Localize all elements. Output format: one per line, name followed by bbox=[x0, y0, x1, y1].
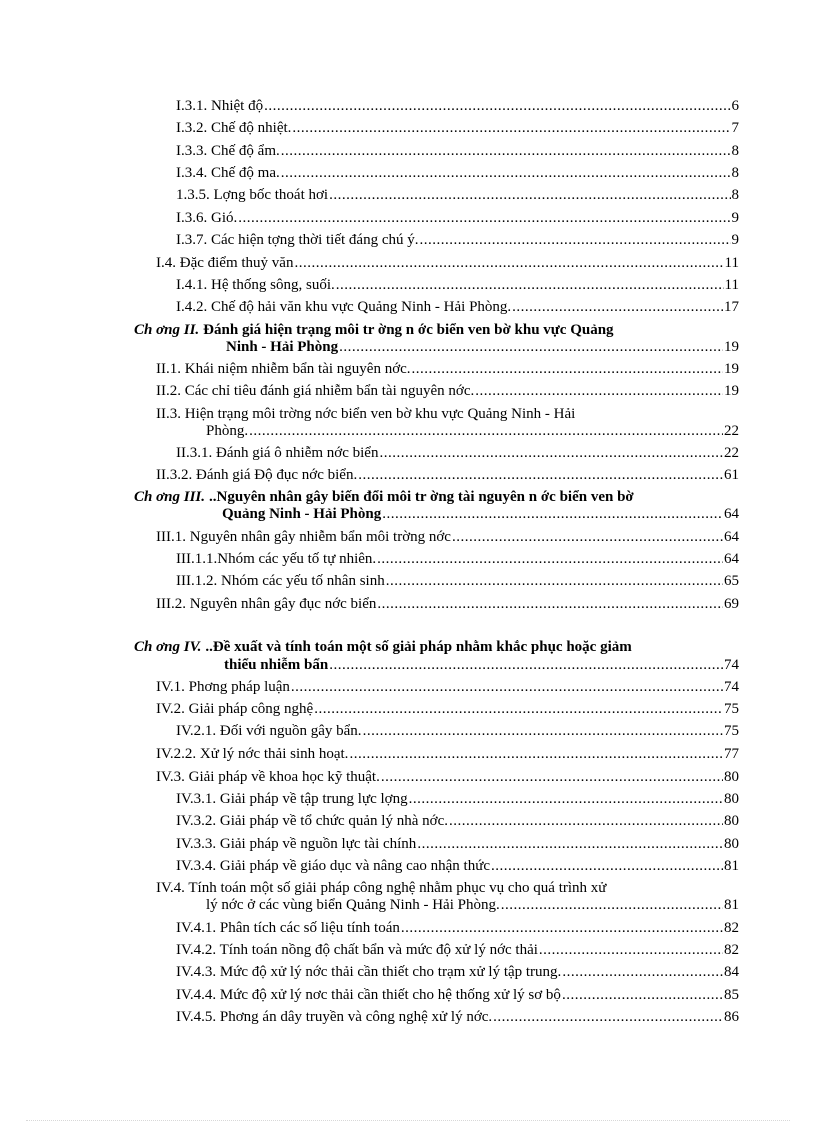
toc-entry-label: IV.3. Giải pháp về khoa học kỹ thuật. bbox=[156, 769, 380, 785]
toc-entry bbox=[176, 209, 739, 227]
leader-dots bbox=[449, 812, 723, 830]
toc-entry-label: IV.4.3. Mức độ xử lý nớc thải cần thiết cho trạm xử lý tập trung. bbox=[176, 964, 562, 980]
toc-page-number: 9 bbox=[731, 232, 739, 248]
leader-dots bbox=[291, 678, 723, 696]
toc-entry-label: III.1.2. Nhóm các yếu tố nhân sinh bbox=[176, 573, 385, 589]
toc-entry bbox=[176, 142, 739, 160]
leader-dots bbox=[314, 700, 723, 718]
toc-entry-label: IV.4.5. Phơng án dây truyền và công nghệ xử lý nớc. bbox=[176, 1009, 493, 1025]
toc-entry bbox=[156, 745, 739, 763]
toc-page-number: 22 bbox=[724, 445, 739, 461]
leader-dots bbox=[329, 186, 730, 204]
toc-page-number: 11 bbox=[724, 277, 739, 293]
toc-page-number: 74 bbox=[724, 657, 739, 673]
toc-page-number: 80 bbox=[724, 836, 739, 852]
toc-page-number: 9 bbox=[731, 210, 739, 226]
toc-entry-label: I.3.7. Các hiện tợng thời tiết đáng chú ý. bbox=[176, 232, 419, 248]
toc-page-number: 84 bbox=[724, 964, 739, 980]
leader-dots bbox=[379, 444, 723, 462]
toc-entry-label: Ninh - Hải Phòng bbox=[226, 339, 339, 355]
toc-page-number: 8 bbox=[731, 187, 739, 203]
toc-entry bbox=[206, 896, 739, 914]
leader-dots bbox=[475, 382, 723, 400]
leader-dots bbox=[238, 209, 730, 227]
chapter-title-line1: ..Đề xuất và tính toán một số giải pháp nhằm khắc phục hoặc giảm bbox=[205, 639, 632, 655]
chapter-title-line1: ..Nguyên nhân gây biến đổi môi tr ờng tài nguyên n ớc biển ven bờ bbox=[209, 489, 634, 505]
toc-page-number: 75 bbox=[724, 723, 739, 739]
toc-page-number: 86 bbox=[724, 1009, 739, 1025]
toc-entry bbox=[176, 164, 739, 182]
toc-page-number: 11 bbox=[724, 255, 739, 271]
leader-dots bbox=[281, 142, 731, 160]
toc-page-number: 74 bbox=[724, 679, 739, 695]
toc-entry-label: II.3.2. Đánh giá Độ đục nớc biển. bbox=[156, 467, 358, 483]
toc-page-number: 77 bbox=[724, 746, 739, 762]
leader-dots bbox=[281, 164, 731, 182]
toc-entry-label: lý nớc ở các vùng biển Quảng Ninh - Hải Phòng. bbox=[206, 897, 500, 913]
toc-entry-label: I.4.2. Chế độ hải văn khu vực Quảng Ninh - Hải Phòng. bbox=[176, 299, 512, 315]
toc-entry bbox=[176, 941, 739, 959]
toc-entry bbox=[156, 768, 739, 786]
toc-page-number: 80 bbox=[724, 769, 739, 785]
toc-page-number: 81 bbox=[724, 858, 739, 874]
toc-page-number: 69 bbox=[724, 596, 739, 612]
leader-dots bbox=[493, 1008, 723, 1026]
leader-dots bbox=[401, 919, 723, 937]
leader-dots bbox=[562, 963, 723, 981]
toc-entry-label: II.3.1. Đánh giá ô nhiễm nớc biển bbox=[176, 445, 379, 461]
leader-dots bbox=[377, 595, 723, 613]
leader-dots bbox=[358, 466, 723, 484]
toc-entry-label-line1: II.3. Hiện trạng môi trờng nớc biển ven bờ khu vực Quảng Ninh - Hải bbox=[156, 406, 576, 422]
toc-entry-label: IV.3.1. Giải pháp về tập trung lực lợng bbox=[176, 791, 408, 807]
toc-entry bbox=[222, 505, 739, 523]
leader-dots bbox=[412, 360, 723, 378]
toc-page-number: 85 bbox=[724, 987, 739, 1003]
toc-entry-label: III.2. Nguyên nhân gây đục nớc biển bbox=[156, 596, 377, 612]
leader-dots bbox=[419, 231, 730, 249]
chapter-prefix: Ch ơng III. bbox=[134, 489, 206, 505]
leader-dots bbox=[386, 572, 723, 590]
toc-entry-label: IV.3.3. Giải pháp về nguồn lực tài chính bbox=[176, 836, 417, 852]
toc-entry-label: I.3.1. Nhiệt độ bbox=[176, 98, 264, 114]
toc-entry-label: Phòng. bbox=[206, 423, 249, 439]
toc-entry bbox=[156, 595, 739, 613]
toc-entry-label: IV.4.2. Tính toán nồng độ chất bẩn và mức độ xử lý nớc thải bbox=[176, 942, 538, 958]
leader-dots bbox=[349, 745, 723, 763]
leader-dots bbox=[339, 338, 723, 356]
toc-entry bbox=[176, 919, 739, 937]
toc-page-number: 80 bbox=[724, 791, 739, 807]
toc-page-number: 8 bbox=[731, 165, 739, 181]
leader-dots bbox=[294, 254, 723, 272]
toc-page-number: 7 bbox=[731, 120, 739, 136]
toc-entry-label: IV.3.4. Giải pháp về giáo dục và nâng cao nhận thức bbox=[176, 858, 491, 874]
toc-page-number: 19 bbox=[724, 361, 739, 377]
toc-entry bbox=[206, 422, 739, 440]
toc-entry bbox=[176, 97, 739, 115]
toc-entry bbox=[156, 254, 739, 272]
leader-dots bbox=[249, 422, 723, 440]
toc-entry-label: IV.4.1. Phân tích các số liệu tính toán bbox=[176, 920, 400, 936]
toc-entry bbox=[176, 835, 739, 853]
leader-dots bbox=[409, 790, 723, 808]
chapter-prefix: Ch ơng IV. bbox=[134, 639, 202, 655]
toc-entry bbox=[176, 1008, 739, 1026]
leader-dots bbox=[381, 768, 723, 786]
toc-entry-label: IV.2.1. Đối với nguồn gây bẩn. bbox=[176, 723, 362, 739]
toc-page-number: 64 bbox=[724, 506, 739, 522]
toc-entry-wrapped-line bbox=[156, 405, 739, 423]
toc-page-number: 65 bbox=[724, 573, 739, 589]
toc-entry bbox=[156, 360, 739, 378]
toc-entry-label: III.1.1.Nhóm các yếu tố tự nhiên. bbox=[176, 551, 377, 567]
toc-entry-label: IV.4.4. Mức độ xử lý nơc thải cần thiết cho hệ thống xử lý sơ bộ bbox=[176, 987, 561, 1003]
chapter-heading bbox=[134, 321, 739, 339]
toc-entry bbox=[176, 722, 739, 740]
toc-entry bbox=[176, 963, 739, 981]
toc-page-number: 80 bbox=[724, 813, 739, 829]
leader-dots bbox=[539, 941, 723, 959]
toc-entry-label: IV.3.2. Giải pháp về tổ chức quản lý nhà nớc. bbox=[176, 813, 448, 829]
toc-entry-label: IV.2.2. Xử lý nớc thải sinh hoạt. bbox=[156, 746, 349, 762]
toc-entry-label: I.4. Đặc điểm thuỷ văn bbox=[156, 255, 294, 271]
toc-page-number: 22 bbox=[724, 423, 739, 439]
leader-dots bbox=[329, 656, 723, 674]
leader-dots bbox=[452, 528, 723, 546]
toc-entry-wrapped-line bbox=[156, 879, 739, 897]
toc-entry bbox=[176, 186, 739, 204]
toc-page-number: 6 bbox=[731, 98, 739, 114]
toc-entry bbox=[156, 466, 739, 484]
toc-page-number: 64 bbox=[724, 551, 739, 567]
toc-entry-label: I.3.4. Chế độ ma. bbox=[176, 165, 280, 181]
toc-entry bbox=[176, 119, 739, 137]
leader-dots bbox=[377, 550, 723, 568]
toc-entry-label: thiểu nhiễm bẩn bbox=[224, 657, 329, 673]
toc-page-number: 82 bbox=[724, 942, 739, 958]
toc-entry bbox=[176, 231, 739, 249]
toc-entry bbox=[176, 857, 739, 875]
toc-page-number: 8 bbox=[731, 143, 739, 159]
toc-entry bbox=[176, 298, 739, 316]
toc-entry bbox=[176, 276, 739, 294]
toc-entry bbox=[156, 528, 739, 546]
leader-dots bbox=[363, 722, 723, 740]
toc-entry bbox=[176, 986, 739, 1004]
toc-entry bbox=[224, 656, 739, 674]
toc-entry-label: II.2. Các chỉ tiêu đánh giá nhiễm bẩn tài nguyên nớc. bbox=[156, 383, 475, 399]
chapter-prefix: Ch ơng II. bbox=[134, 322, 200, 338]
toc-entry bbox=[176, 444, 739, 462]
leader-dots bbox=[562, 986, 723, 1004]
toc-entry bbox=[176, 550, 739, 568]
leader-dots bbox=[264, 97, 730, 115]
toc-entry-label: I.3.3. Chế độ ẩm. bbox=[176, 143, 280, 159]
toc-entry bbox=[156, 678, 739, 696]
leader-dots bbox=[512, 298, 723, 316]
chapter-heading bbox=[134, 638, 739, 656]
page-bottom-divider bbox=[26, 1120, 790, 1121]
toc-page-number: 17 bbox=[724, 299, 739, 315]
toc-page-number: 81 bbox=[724, 897, 739, 913]
toc-entry bbox=[156, 700, 739, 718]
leader-dots bbox=[417, 835, 723, 853]
toc-entry-label: Quảng Ninh - Hải Phòng bbox=[222, 506, 382, 522]
toc-entry-label: I.3.6. Gió. bbox=[176, 210, 238, 226]
toc-entry bbox=[176, 812, 739, 830]
toc-entry-label: I.3.2. Chế độ nhiệt. bbox=[176, 120, 292, 136]
leader-dots bbox=[491, 857, 723, 875]
toc-entry-label-line1: IV.4. Tính toán một số giải pháp công nghệ nhằm phục vụ cho quá trình xử bbox=[156, 880, 607, 896]
leader-dots bbox=[336, 276, 724, 294]
chapter-title-line1: Đánh giá hiện trạng môi tr ờng n ớc biển ven bờ khu vực Quảng bbox=[203, 322, 614, 338]
toc-entry-label: 1.3.5. Lợng bốc thoát hơi bbox=[176, 187, 329, 203]
toc-page-number: 64 bbox=[724, 529, 739, 545]
toc-entry-label: I.4.1. Hệ thống sông, suối. bbox=[176, 277, 335, 293]
toc-entry-label: III.1. Nguyên nhân gây nhiễm bẩn môi trờng nớc bbox=[156, 529, 451, 545]
toc-page-number: 19 bbox=[724, 339, 739, 355]
toc-entry bbox=[176, 572, 739, 590]
toc-page-number: 75 bbox=[724, 701, 739, 717]
chapter-heading bbox=[134, 488, 739, 506]
toc-entry-label: IV.2. Giải pháp công nghệ bbox=[156, 701, 314, 717]
toc-page-number: 19 bbox=[724, 383, 739, 399]
toc-entry bbox=[226, 338, 739, 356]
leader-dots bbox=[292, 119, 730, 137]
toc-entry-label: II.1. Khái niệm nhiễm bẩn tài nguyên nớc. bbox=[156, 361, 411, 377]
toc-page-number: 61 bbox=[724, 467, 739, 483]
toc-entry bbox=[156, 382, 739, 400]
leader-dots bbox=[382, 505, 723, 523]
toc-entry bbox=[176, 790, 739, 808]
toc-entry-label: IV.1. Phơng pháp luận bbox=[156, 679, 290, 695]
toc-page-number: 82 bbox=[724, 920, 739, 936]
leader-dots bbox=[501, 896, 723, 914]
